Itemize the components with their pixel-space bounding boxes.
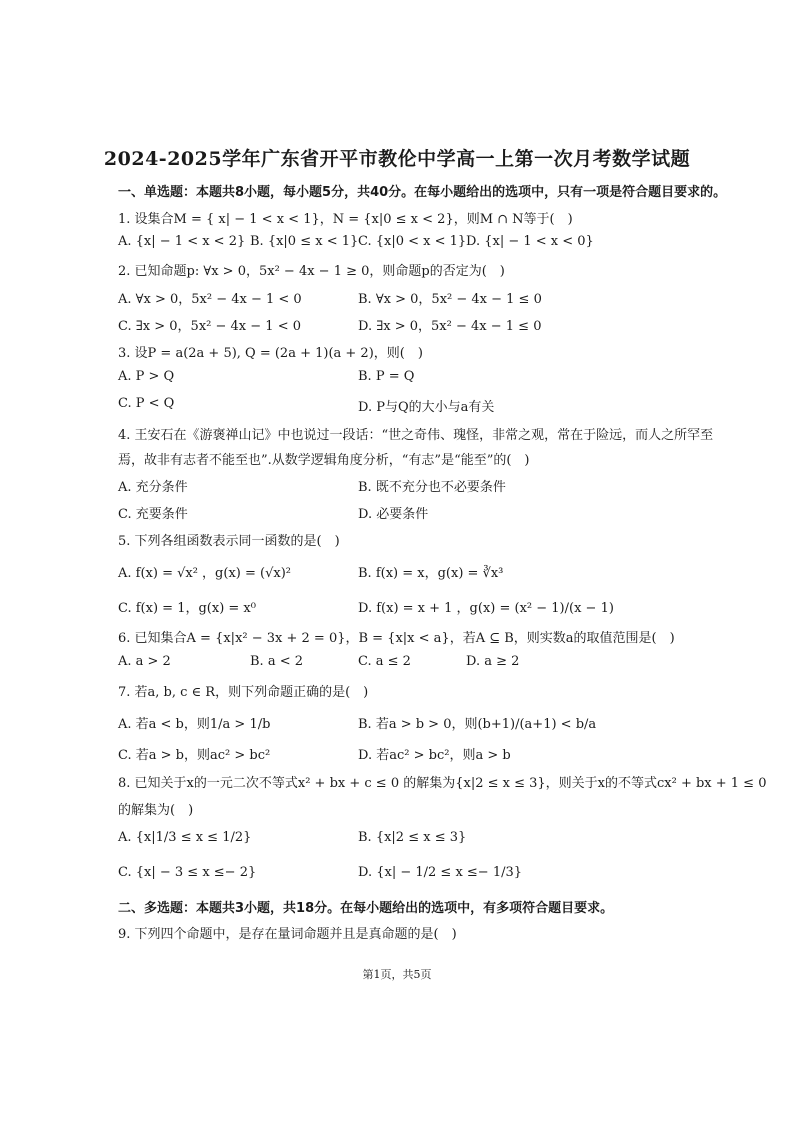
question-5-option-c: C. f(x) = 1，g(x) = x⁰ [118, 601, 256, 616]
question-2-option-b: B. ∀x > 0，5x² − 4x − 1 ≤ 0 [358, 292, 542, 307]
question-1-option-c: C. {x|0 < x < 1} [358, 234, 467, 249]
question-3-option-c: C. P < Q [118, 396, 175, 411]
question-4-option-d: D. 必要条件 [358, 507, 429, 522]
question-7-option-b: B. 若a > b > 0，则(b+1)/(a+1) < b/a [358, 717, 597, 732]
question-2-option-c: C. ∃x > 0，5x² − 4x − 1 < 0 [118, 319, 301, 334]
question-2-option-d: D. ∃x > 0，5x² − 4x − 1 ≤ 0 [358, 319, 542, 334]
question-5-option-a: A. f(x) = √x² ，g(x) = (√x)² [118, 566, 291, 581]
page-title: 2024-2025学年广东省开平市教伦中学高一上第一次月考数学试题 [103, 148, 691, 170]
question-4-stem-line-1: 4. 王安石在《游褒禅山记》中也说过一段话：“世之奇伟、瑰怪，非常之观，常在于险远，而人之所罕至 [118, 428, 714, 443]
question-3-option-d: D. P与Q的大小与a有关 [358, 400, 495, 415]
question-8-option-c: C. {x| − 3 ≤ x ≤− 2} [118, 865, 257, 880]
question-8-stem-line-2: 的解集为( ) [118, 803, 194, 818]
question-8-stem-line-1: 8. 已知关于x的一元二次不等式x² + bx + c ≤ 0 的解集为{x|2 ≤ x ≤ 3}，则关于x的不等式cx² + bx + 1 ≤ 0 [118, 776, 767, 791]
question-1-option-a: A. {x| − 1 < x < 2} [118, 234, 246, 249]
page-footer: 第1页，共5页 [362, 968, 432, 981]
question-4-option-c: C. 充要条件 [118, 507, 188, 522]
question-6-option-b: B. a < 2 [250, 654, 303, 669]
question-8-option-a: A. {x|1/3 ≤ x ≤ 1/2} [118, 830, 252, 845]
question-7-stem: 7. 若a, b, c ∈ R，则下列命题正确的是( ) [118, 685, 369, 700]
question-3-stem: 3. 设P = a(2a + 5), Q = (2a + 1)(a + 2)，则( ) [118, 346, 423, 361]
question-7-option-c: C. 若a > b，则ac² > bc² [118, 748, 271, 763]
question-8-option-b: B. {x|2 ≤ x ≤ 3} [358, 830, 467, 845]
question-6-stem: 6. 已知集合A = {x|x² − 3x + 2 = 0}，B = {x|x < a}，若A ⊆ B，则实数a的取值范围是( ) [118, 631, 675, 646]
question-4-option-a: A. 充分条件 [118, 480, 188, 495]
question-3-option-b: B. P = Q [358, 369, 415, 384]
question-2-option-a: A. ∀x > 0，5x² − 4x − 1 < 0 [118, 292, 302, 307]
section-multiple-choice-header: 二、多选题：本题共3小题，共18分。在每小题给出的选项中，有多项符合题目要求。 [118, 901, 614, 916]
question-5-stem: 5. 下列各组函数表示同一函数的是( ) [118, 534, 340, 549]
question-3-option-a: A. P > Q [118, 369, 175, 384]
question-6-option-a: A. a > 2 [118, 654, 171, 669]
question-1-option-b: B. {x|0 ≤ x < 1} [250, 234, 359, 249]
section-single-choice-header: 一、单选题：本题共8小题，每小题5分，共40分。在每小题给出的选项中，只有一项是符合题目要求的。 [118, 185, 727, 200]
question-5-option-d: D. f(x) = x + 1 ，g(x) = (x² − 1)/(x − 1) [358, 601, 614, 616]
question-6-option-c: C. a ≤ 2 [358, 654, 411, 669]
question-7-option-a: A. 若a < b，则1/a > 1/b [118, 717, 271, 732]
question-4-option-b: B. 既不充分也不必要条件 [358, 480, 506, 495]
question-5-option-b: B. f(x) = x，g(x) = ∛x³ [358, 566, 504, 581]
question-2-stem: 2. 已知命题p: ∀x > 0，5x² − 4x − 1 ≥ 0，则命题p的否定为( ) [118, 264, 505, 279]
question-9-stem: 9. 下列四个命题中，是存在量词命题并且是真命题的是( ) [118, 927, 457, 942]
question-6-option-d: D. a ≥ 2 [466, 654, 520, 669]
question-1-stem: 1. 设集合M = { x| − 1 < x < 1}，N = {x|0 ≤ x < 2}，则M ∩ N等于( ) [118, 212, 573, 227]
question-1-option-d: D. {x| − 1 < x < 0} [466, 234, 594, 249]
question-7-option-d: D. 若ac² > bc²，则a > b [358, 748, 511, 763]
question-8-option-d: D. {x| − 1/2 ≤ x ≤− 1/3} [358, 865, 523, 880]
question-4-stem-line-2: 焉，故非有志者不能至也”.从数学逻辑角度分析，“有志”是“能至”的( ) [118, 453, 530, 468]
